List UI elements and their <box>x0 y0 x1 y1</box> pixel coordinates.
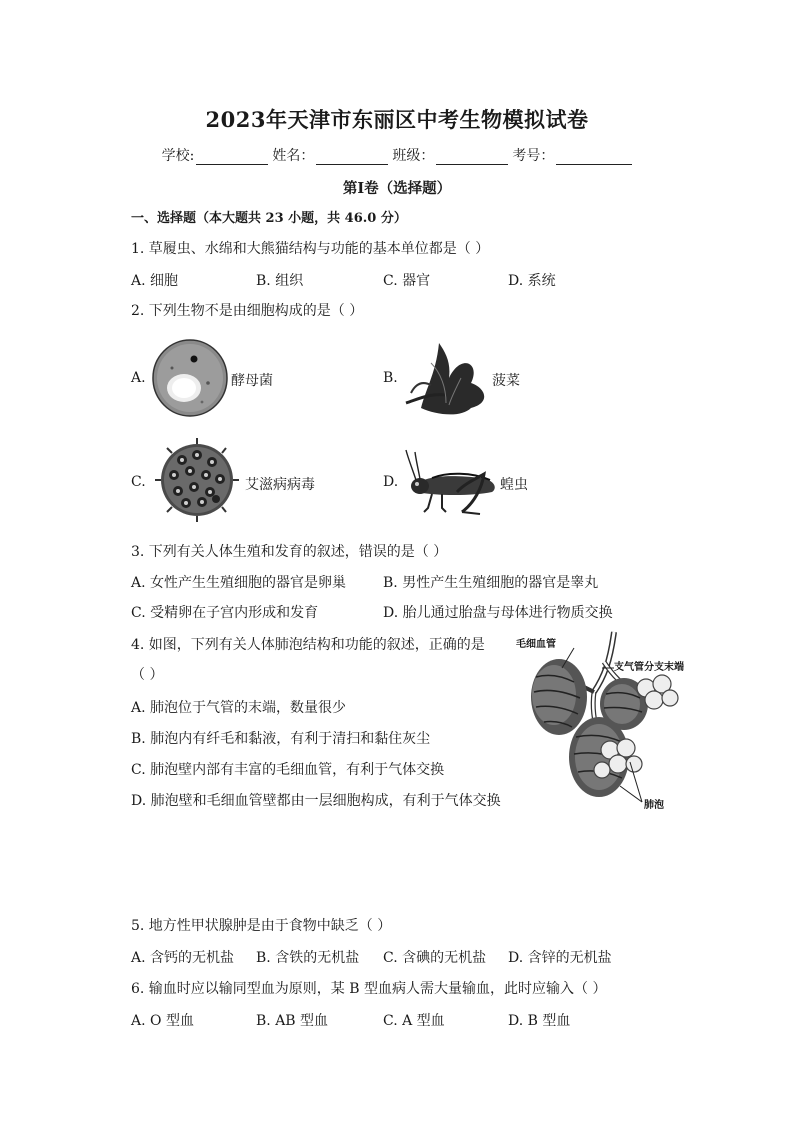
question-2-stem: 2. 下列生物不是由细胞构成的是（ ） <box>131 303 364 319</box>
q2-yeast-label: 酵母菌 <box>231 373 273 389</box>
question-4-stem: 4. 如图，下列有关人体肺泡结构和功能的叙述，正确的是 <box>131 637 485 653</box>
q1-option-b[interactable]: B. 组织 <box>256 273 304 289</box>
alveoli-figure <box>514 632 699 817</box>
yeast-cell-image <box>150 338 230 418</box>
q2-option-d[interactable]: D. <box>383 474 399 490</box>
name-blank[interactable] <box>316 149 388 165</box>
q2-option-b[interactable]: B. <box>383 370 398 386</box>
question-5-stem: 5. 地方性甲状腺肿是由于食物中缺乏（ ） <box>131 918 392 934</box>
q2-grasshopper-label: 蝗虫 <box>500 477 528 493</box>
q4-option-c[interactable]: C. 肺泡壁内部有丰富的毛细血管，有利于气体交换 <box>131 762 445 778</box>
part-title: 第I卷（选择题） <box>342 180 452 197</box>
q1-option-a[interactable]: A. 细胞 <box>131 273 179 289</box>
question-1-stem: 1. 草履虫、水绵和大熊猫结构与功能的基本单位都是（ ） <box>131 241 490 257</box>
school-blank[interactable] <box>196 149 268 165</box>
q5-option-d[interactable]: D. 含锌的无机盐 <box>508 950 612 966</box>
label-alveolus: 肺泡 <box>644 800 664 811</box>
school-label: 学校: <box>161 148 195 164</box>
q6-option-a[interactable]: A. O 型血 <box>131 1013 194 1029</box>
q2-option-a[interactable]: A. <box>131 370 146 386</box>
q5-option-c[interactable]: C. 含碘的无机盐 <box>383 950 487 966</box>
name-label: 姓名： <box>272 148 315 164</box>
label-bronchiole: 支气管分支末端 <box>614 662 684 673</box>
q3-option-b[interactable]: B. 男性产生生殖细胞的器官是睾丸 <box>383 575 599 591</box>
hiv-virus-image <box>152 435 242 525</box>
q2-spinach-label: 菠菜 <box>492 373 520 389</box>
section-title: 一、选择题（本大题共 23 小题，共 46.0 分） <box>131 211 407 226</box>
q5-option-b[interactable]: B. 含铁的无机盐 <box>256 950 360 966</box>
q6-option-d[interactable]: D. B 型血 <box>508 1013 571 1029</box>
q3-option-d[interactable]: D. 胎儿通过胎盘与母体进行物质交换 <box>383 605 613 621</box>
q3-option-a[interactable]: A. 女性产生生殖细胞的器官是卵巢 <box>131 575 347 591</box>
q6-option-c[interactable]: C. A 型血 <box>383 1013 445 1029</box>
grasshopper-image <box>402 448 502 518</box>
exam-title: 2023年天津市东丽区中考生物模拟试卷 <box>205 107 589 132</box>
q3-option-c[interactable]: C. 受精卵在子宫内形成和发育 <box>131 605 319 621</box>
q4-option-b[interactable]: B. 肺泡内有纤毛和黏液，有利于清扫和黏住灰尘 <box>131 731 431 747</box>
class-label: 班级： <box>392 148 435 164</box>
number-blank[interactable] <box>556 149 632 165</box>
student-info-row <box>0 145 794 165</box>
question-3-stem: 3. 下列有关人体生殖和发育的叙述，错误的是（ ） <box>131 544 448 560</box>
spinach-image <box>401 333 491 418</box>
q2-hiv-label: 艾滋病病毒 <box>245 477 315 493</box>
q2-option-c[interactable]: C. <box>131 474 146 490</box>
q4-option-a[interactable]: A. 肺泡位于气管的末端，数量很少 <box>131 700 347 716</box>
number-label: 考号： <box>512 148 555 164</box>
label-capillary: 毛细血管 <box>516 639 556 650</box>
q4-option-d[interactable]: D. 肺泡壁和毛细血管壁都由一层细胞构成，有利于气体交换 <box>131 793 501 809</box>
q6-option-b[interactable]: B. AB 型血 <box>256 1013 329 1029</box>
question-6-stem: 6. 输血时应以输同型血为原则，某 B 型血病人需大量输血，此时应输入（ ） <box>131 981 607 997</box>
q5-option-a[interactable]: A. 含钙的无机盐 <box>131 950 235 966</box>
q1-option-c[interactable]: C. 器官 <box>383 273 431 289</box>
q1-option-d[interactable]: D. 系统 <box>508 273 556 289</box>
question-4-stem-cont: （ ） <box>131 667 164 683</box>
class-blank[interactable] <box>436 149 508 165</box>
